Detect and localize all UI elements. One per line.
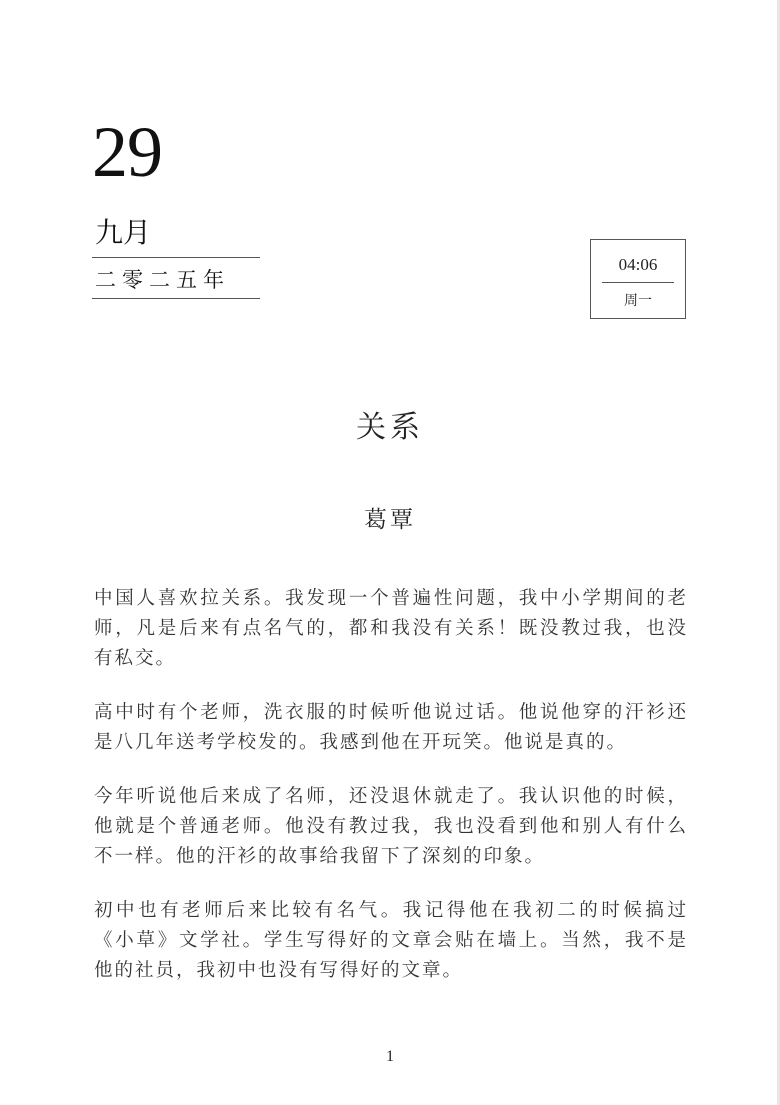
paragraph: 初中也有老师后来比较有名气。我记得他在我初二的时候搞过《小草》文学社。学生写得好的文章会贴在墙上。当然，我不是他的社员，我初中也没有写得好的文章。 xyxy=(94,900,688,981)
article-title: 关系 xyxy=(356,410,424,445)
time-value: 04:06 xyxy=(618,255,658,274)
weekday-label: 周一 xyxy=(624,293,652,309)
date-month: 九月 xyxy=(95,216,152,249)
article-author: 葛覃 xyxy=(364,507,416,533)
header-divider-top xyxy=(92,257,260,258)
paragraph: 高中时有个老师，洗衣服的时候听他说过话。他说他穿的汗衫还是八几年送考学校发的。我感到他在开玩笑。他说是真的。 xyxy=(94,702,688,753)
time-divider xyxy=(602,282,674,283)
time-box xyxy=(590,239,686,319)
header-divider-bottom xyxy=(92,298,260,299)
paragraph: 今年听说他后来成了名师，还没退休就走了。我认识他的时候，他就是个普通老师。他没有教过我，我也没看到他和别人有什么不一样。他的汗衫的故事给我留下了深刻的印象。 xyxy=(94,786,688,867)
paragraph: 中国人喜欢拉关系。我发现一个普遍性问题，我中小学期间的老师，凡是后来有点名气的，都和我没有关系！既没教过我，也没有私交。 xyxy=(94,588,688,669)
date-day: 29 xyxy=(92,112,162,192)
article-body xyxy=(94,584,688,1010)
page-number: 1 xyxy=(386,1048,394,1065)
date-year: 二零二五年 xyxy=(95,268,230,292)
